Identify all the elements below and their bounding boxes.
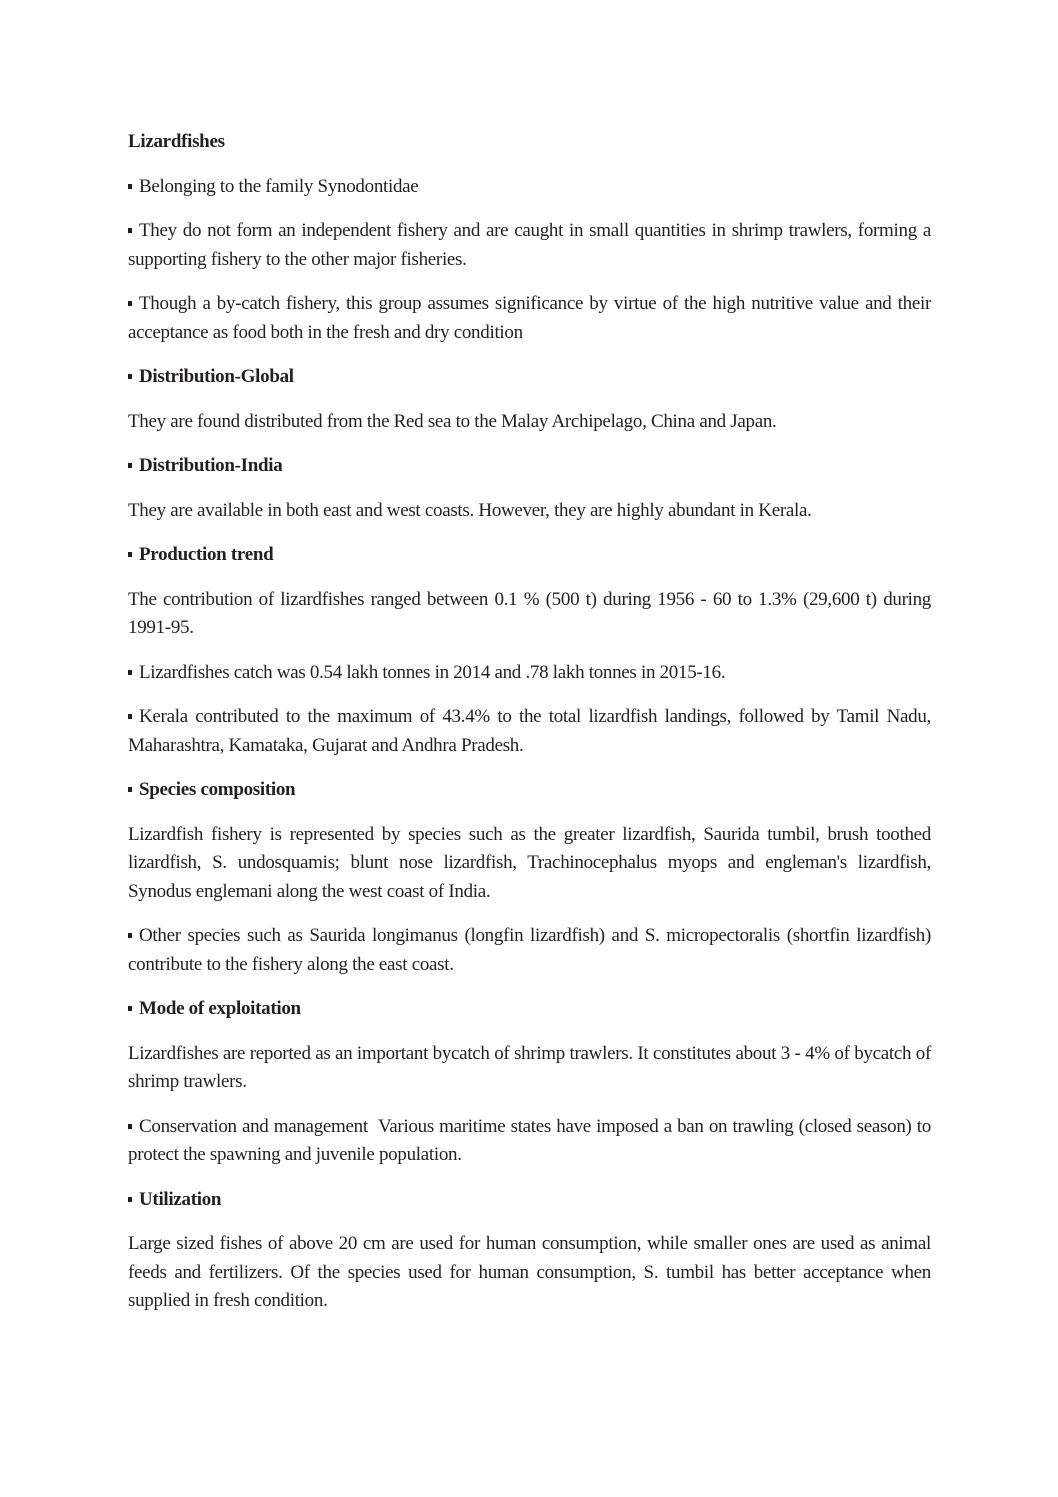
section-heading-species-composition: Species composition: [128, 776, 931, 805]
section-text-mode-of-exploitation: Lizardfishes are reported as an important bycatch of shrimp trawlers. It constitutes about 3 - 4% of bycatch of shrimp trawlers.: [128, 1042, 931, 1092]
bullet-icon: [128, 1197, 132, 1202]
bullet-icon: [128, 301, 132, 306]
bullet-icon: [128, 228, 132, 233]
bullet-icon: [128, 787, 132, 792]
production-bullet: Kerala contributed to the maximum of 43.4% to the total lizardfish landings, followed by Tamil Nadu, Maharashtra, Kamataka, Gujarat and Andhra Pradesh.: [128, 706, 931, 756]
section-text-production-trend: The contribution of lizardfishes ranged between 0.1 % (500 t) during 1956 - 60 to 1.3% (29,600 t) during 1991-95.: [128, 588, 931, 638]
bullet-icon: [128, 463, 132, 468]
bullet-icon: [128, 670, 132, 675]
bullet-icon: [128, 714, 132, 719]
bullet-icon: [128, 552, 132, 557]
section-text-distribution-india: They are available in both east and west coasts. However, they are highly abundant in Kerala.: [128, 499, 812, 521]
bullet-icon: [128, 374, 132, 379]
bullet-icon: [128, 1006, 132, 1011]
exploitation-bullet: Conservation and management Various maritime states have imposed a ban on trawling (closed season) to protect the spawning and juvenile population.: [128, 1115, 936, 1165]
section-heading-utilization: Utilization: [128, 1186, 931, 1215]
section-text-utilization: Large sized fishes of above 20 cm are used for human consumption, while smaller ones are used as animal feeds and fertilizers. Of the species used for human consumption, S. tumbil has better acceptance when supplied in fresh condition.: [128, 1233, 931, 1311]
section-heading-distribution-global: Distribution-Global: [128, 363, 931, 392]
intro-bullet: Though a by-catch fishery, this group assumes significance by virtue of the high nutritive value and their acceptance as food both in the fresh and dry condition: [128, 293, 931, 343]
bullet-icon: [128, 184, 132, 189]
section-heading-distribution-india: Distribution-India: [128, 452, 931, 481]
document-title: Lizardfishes: [128, 131, 225, 152]
section-heading-production-trend: Production trend: [128, 541, 931, 570]
document-page: [128, 128, 936, 1332]
intro-bullet: Belonging to the family Synodontidae: [128, 173, 931, 202]
intro-bullet: They do not form an independent fishery and are caught in small quantities in shrimp trawlers, forming a supporting fishery to the other major fisheries.: [128, 220, 931, 270]
section-text-species-composition: Lizardfish fishery is represented by species such as the greater lizardfish, Saurida tumbil, brush toothed lizardfish, S. undosquamis; blunt nose lizardfish, Trachinocephalus myops and engleman's lizardfish, Synodus englemani along the west coast of India.: [128, 823, 931, 902]
section-heading-mode-of-exploitation: Mode of exploitation: [128, 995, 931, 1024]
production-bullet: Lizardfishes catch was 0.54 lakh tonnes in 2014 and .78 lakh tonnes in 2015-16.: [128, 659, 931, 688]
species-bullet: Other species such as Saurida longimanus (longfin lizardfish) and S. micropectoralis (shortfin lizardfish) contribute to the fishery along the east coast.: [128, 925, 931, 975]
bullet-icon: [128, 1124, 132, 1129]
section-text-distribution-global: They are found distributed from the Red sea to the Malay Archipelago, China and Japan.: [128, 410, 777, 432]
bullet-icon: [128, 933, 132, 938]
